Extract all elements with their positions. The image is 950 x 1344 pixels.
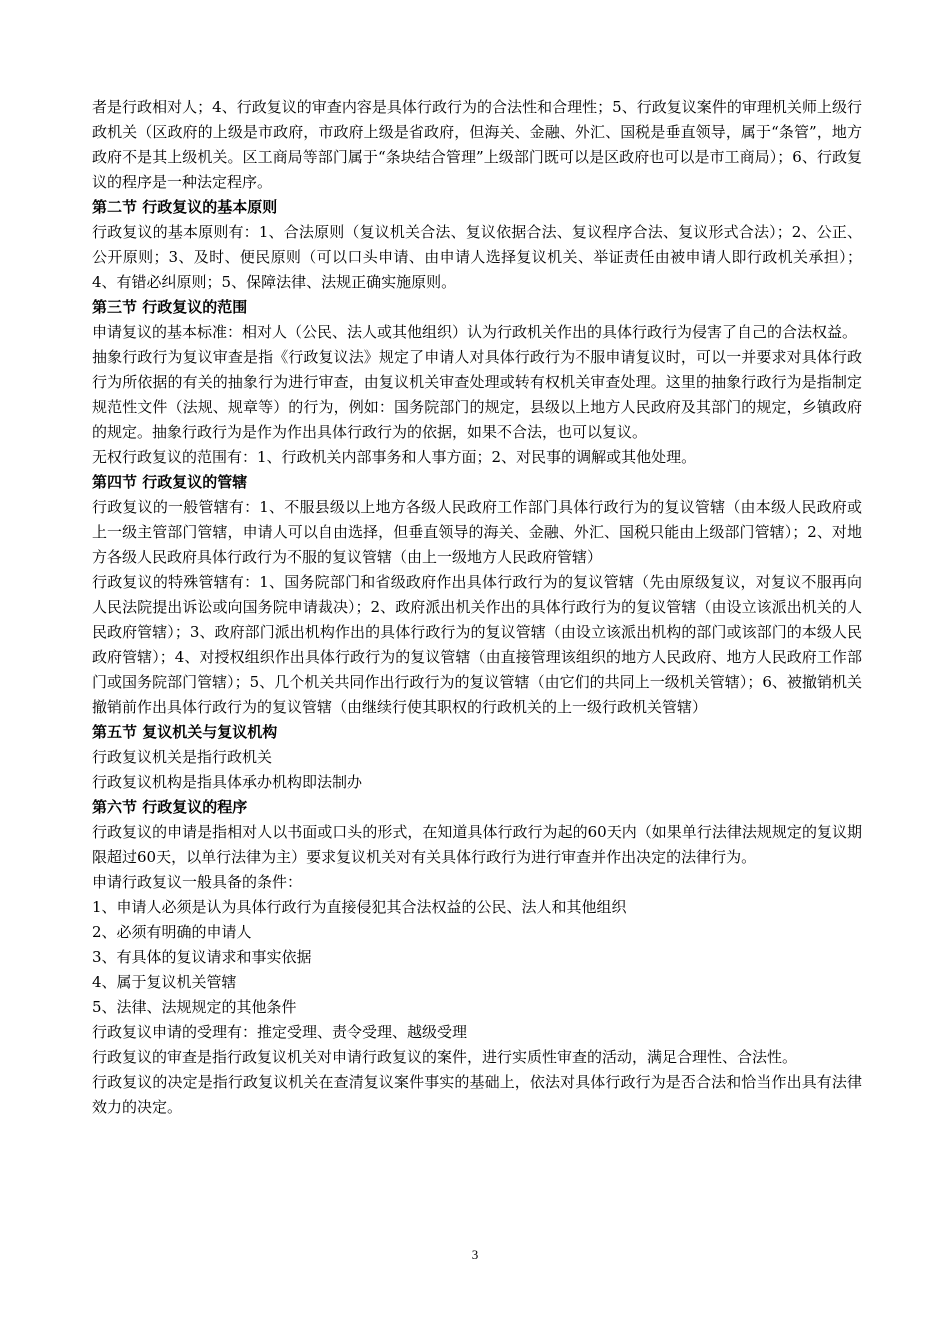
section-heading-6: 第六节 行政复议的程序	[92, 798, 248, 816]
list-item-condition-3: 3、有具体的复议请求和事实依据	[92, 948, 312, 966]
paragraph-review-body: 行政复议机构是指具体承办机构即法制办	[92, 773, 363, 791]
paragraph-special-jurisdiction: 行政复议的特殊管辖有：1、国务院部门和省级政府作出具体行政行为的复议管辖（先由原级复议，对复议不服再向人民法院提出诉讼或向国务院申请裁决）；2、政府派出机关作出的具体行政行为的复议管辖（由设立该派出机关的人民政府管辖）；3、政府部门派出机构作出的具体行政行为的复议管辖（由设立该派出机构的部门或该部门的本级人民政府管辖）；4、对授权组织作出具体行政行为的复议管辖（由直接管理该组织的地方人民政府、地方人民政府工作部门或国务院部门管辖）；5、几个机关共同作出行政行为的复议管辖（由它们的共同上一级机关管辖）；6、被撤销机关撤销前作出具体行政行为的复议管辖（由继续行使其职权的行政机关的上一级行政机关管辖）	[92, 573, 862, 716]
list-item-condition-5: 5、法律、法规规定的其他条件	[92, 998, 297, 1016]
document-body	[92, 95, 862, 1120]
paragraph-abstract-act-review: 抽象行政行为复议审查是指《行政复议法》规定了申请人对具体行政行为不服申请复议时，可以一并要求对具体行政行为所依据的有关的抽象行为进行审查，由复议机关审查处理或转有权机关审查处理。这里的抽象行政行为是指制定规范性文件（法规、规章等）的行为，例如：国务院部门的规定，县级以上地方人民政府及其部门的规定，乡镇政府的规定。抽象行政行为是作为作出具体行政行为的依据，如果不合法，也可以复议。	[92, 348, 862, 441]
paragraph-decision: 行政复议的决定是指行政复议机关在查清复议案件事实的基础上，依法对具体行政行为是否合法和恰当作出具有法律效力的决定。	[92, 1073, 862, 1116]
section-heading-3: 第三节 行政复议的范围	[92, 298, 248, 316]
paragraph-application: 行政复议的申请是指相对人以书面或口头的形式，在知道具体行政行为起的60天内（如果单行法律法规规定的复议期限超过60天，以单行法律为主）要求复议机关对有关具体行政行为进行审查并作出决定的法律行为。	[92, 823, 862, 866]
paragraph-basic-standard: 申请复议的基本标准：相对人（公民、法人或其他组织）认为行政机关作出的具体行政行为侵害了自己的合法权益。	[92, 323, 858, 341]
paragraph-continuation: 者是行政相对人；4、行政复议的审查内容是具体行政行为的合法性和合理性；5、行政复议案件的审理机关师上级行政机关（区政府的上级是市政府，市政府上级是省政府，但海关、金融、外汇、国税是垂直领导，属于“条管”，地方政府不是其上级机关。区工商局等部门属于“条块结合管理”上级部门既可以是区政府也可以是市工商局）；6、行政复议的程序是一种法定程序。	[92, 98, 862, 191]
list-item-condition-4: 4、属于复议机关管辖	[92, 973, 237, 991]
page-number: 3	[471, 1247, 479, 1262]
section-heading-4: 第四节 行政复议的管辖	[92, 473, 248, 491]
paragraph-no-review-scope: 无权行政复议的范围有：1、行政机关内部事务和人事方面；2、对民事的调解或其他处理。	[92, 448, 697, 466]
section-heading-5: 第五节 复议机关与复议机构	[92, 723, 278, 741]
paragraph-acceptance: 行政复议申请的受理有：推定受理、责令受理、越级受理	[92, 1023, 468, 1041]
paragraph-examination: 行政复议的审查是指行政复议机关对申请行政复议的案件，进行实质性审查的活动，满足合理性、合法性。	[92, 1048, 798, 1066]
paragraph-review-organ: 行政复议机关是指行政机关	[92, 748, 273, 766]
paragraph-general-jurisdiction: 行政复议的一般管辖有：1、不服县级以上地方各级人民政府工作部门具体行政行为的复议管辖（由本级人民政府或上一级主管部门管辖，申请人可以自由选择，但垂直领导的海关、金融、外汇、国税只能由上级部门管辖）；2、对地方各级人民政府具体行政行为不服的复议管辖（由上一级地方人民政府管辖）	[92, 498, 862, 566]
list-item-condition-1: 1、申请人必须是认为具体行政行为直接侵犯其合法权益的公民、法人和其他组织	[92, 898, 627, 916]
paragraph-basic-principles: 行政复议的基本原则有：1、合法原则（复议机关合法、复议依据合法、复议程序合法、复议形式合法）；2、公正、公开原则；3、及时、便民原则（可以口头申请、由申请人选择复议机关、举证责任由被申请人即行政机关承担）；4、有错必纠原则；5、保障法律、法规正确实施原则。	[92, 223, 862, 291]
list-item-condition-2: 2、必须有明确的申请人	[92, 923, 252, 941]
paragraph-conditions-intro: 申请行政复议一般具备的条件：	[92, 873, 303, 891]
section-heading-2: 第二节 行政复议的基本原则	[92, 198, 278, 216]
